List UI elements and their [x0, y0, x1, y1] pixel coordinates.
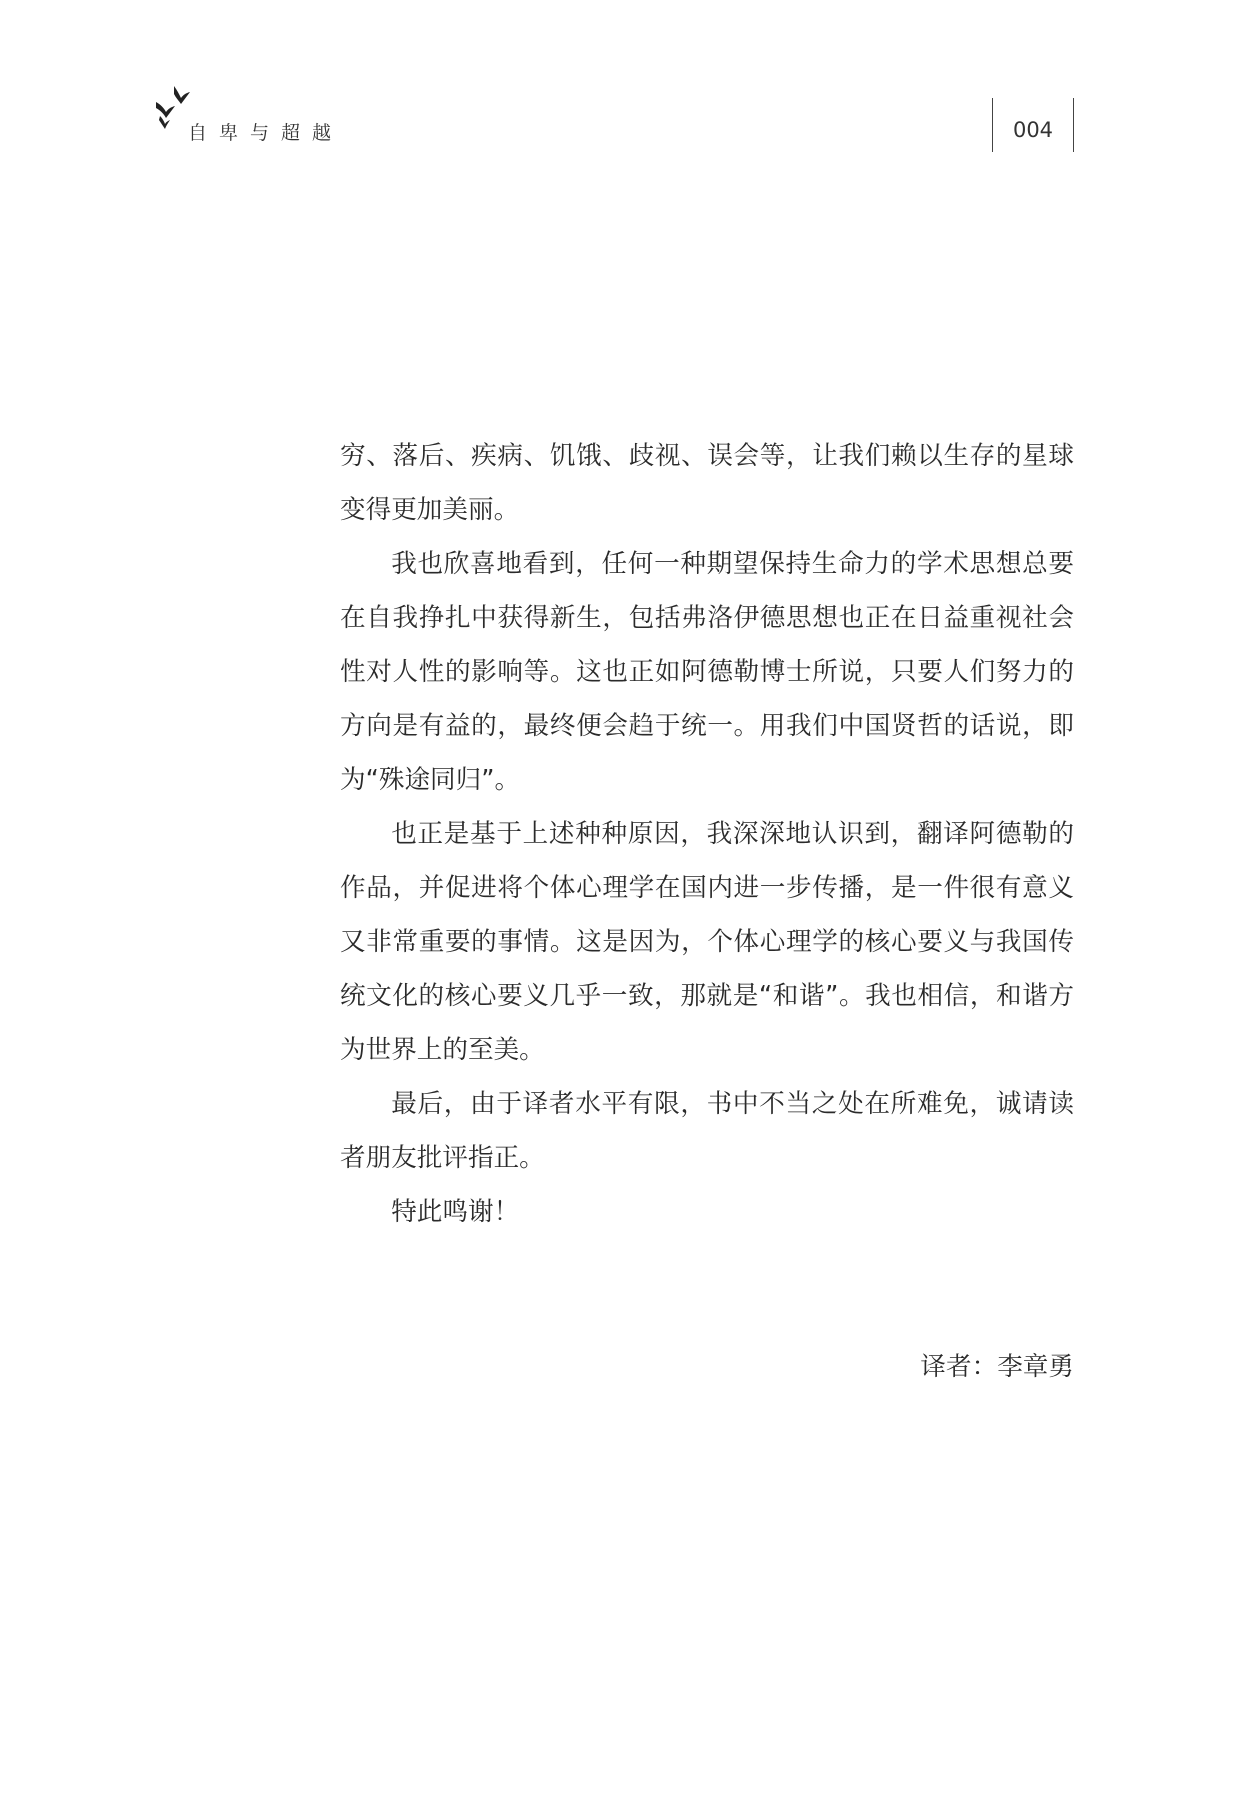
paragraph: 最后，由于译者水平有限，书中不当之处在所难免，诚请读者朋友批评指正。: [340, 1089, 1074, 1173]
header-divider-left: [992, 98, 993, 152]
page-number: 004: [1012, 118, 1054, 142]
translator-signature: 译者：李章勇: [920, 1352, 1074, 1382]
header-divider-right: [1073, 98, 1074, 152]
main-text: [340, 429, 1074, 1239]
paragraph-continued: 穷、落后、疾病、饥饿、歧视、误会等，让我们赖以生存的星球变得更加美丽。: [340, 441, 1074, 525]
paragraph: 我也欣喜地看到，任何一种期望保持生命力的学术思想总要在自我挣扎中获得新生，包括弗洛伊德思想也正在日益重视社会性对人性的影响等。这也正如阿德勒博士所说，只要人们努力的方向是有益的，最终便会趋于统一。用我们中国贤哲的话说，即为“殊途同归”。: [340, 549, 1074, 795]
paragraph-thanks: 特此鸣谢！: [391, 1197, 520, 1227]
paragraph: 也正是基于上述种种原因，我深深地认识到，翻译阿德勒的作品，并促进将个体心理学在国内进一步传播，是一件很有意义又非常重要的事情。这是因为，个体心理学的核心要义与我国传统文化的核心要义几乎一致，那就是“和谐”。我也相信，和谐方为世界上的至美。: [340, 819, 1074, 1065]
book-title: 自卑与超越: [188, 122, 344, 144]
